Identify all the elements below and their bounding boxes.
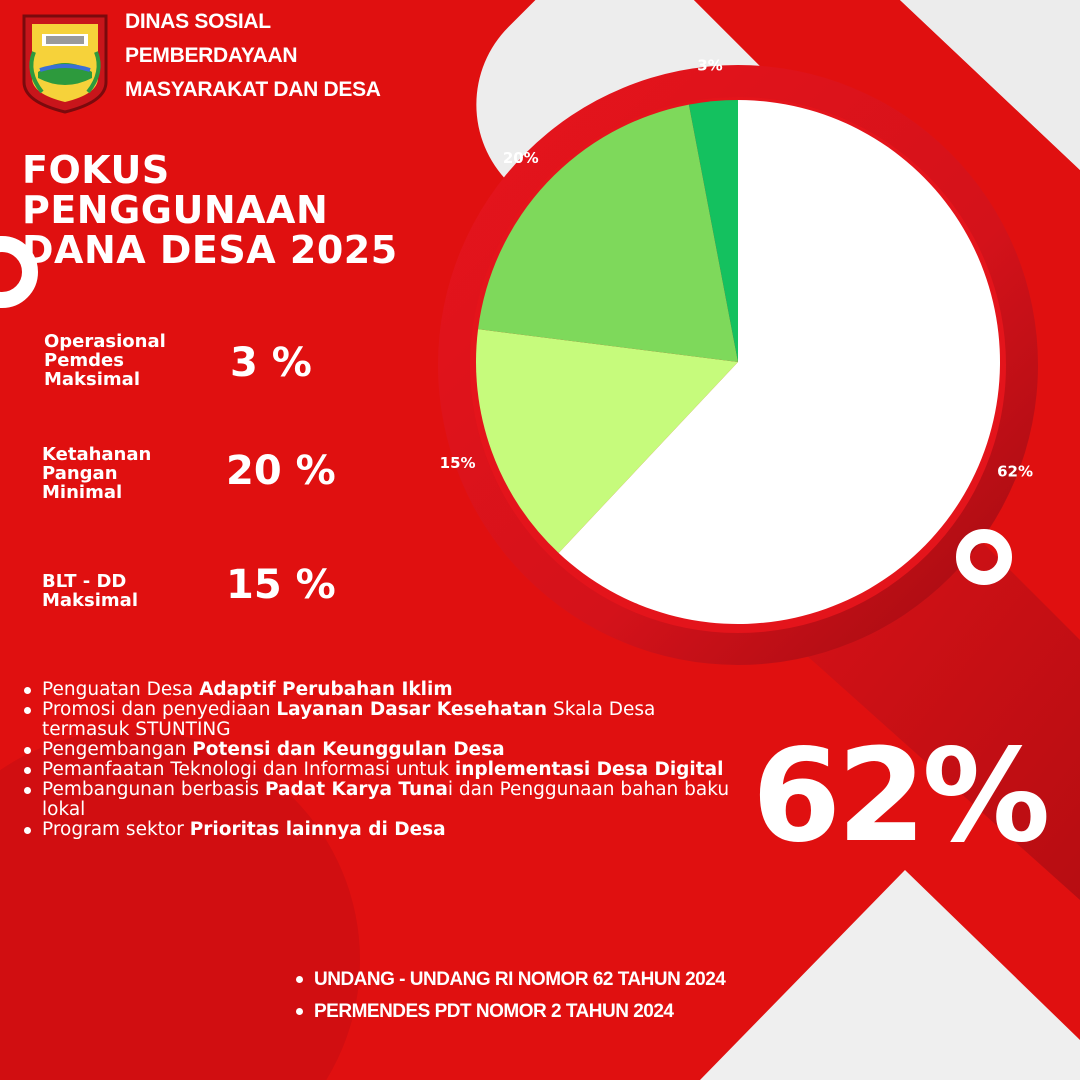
focus-list [20, 680, 740, 840]
focus-text-bold: Prioritas lainnya di Desa [189, 819, 446, 840]
focus-text: Program sektor [42, 819, 190, 840]
focus-item [20, 680, 740, 700]
reference-item: UNDANG - UNDANG RI NOMOR 62 TAHUN 2024 [292, 964, 725, 996]
pie-label-20: 20% [502, 149, 539, 168]
focus-text: Penguatan Desa [42, 679, 200, 700]
focus-text-bold: Adaptif Perubahan Iklim [199, 679, 453, 700]
page-title-line: PENGGUNAAN [22, 188, 329, 232]
stat-label-line: BLT - DD [42, 571, 127, 592]
stat-label-line: Ketahanan [42, 444, 152, 465]
stat-label-line: Pangan [42, 463, 118, 484]
focus-text: Pemanfaatan Teknologi dan Informasi untuk [42, 759, 455, 780]
stat-label-line: Maksimal [44, 369, 140, 390]
focus-text-bold: Potensi dan Keunggulan Desa [192, 739, 505, 760]
big-percentage: 62% [752, 722, 1047, 871]
stat-value-operasional: 3 % [230, 340, 312, 386]
references-list [292, 964, 725, 1028]
stat-value-ketahanan-pangan: 20 % [226, 448, 336, 494]
focus-text: i dan Penggunaan bahan baku lokal [42, 779, 730, 820]
stat-label-line: Pemdes [44, 350, 124, 371]
focus-text: Skala Desa termasuk STUNTING [42, 699, 656, 740]
pie-label-62: 62% [997, 462, 1034, 481]
stat-label-line: Maksimal [42, 590, 138, 611]
focus-item [20, 780, 740, 820]
page-title-line: DANA DESA 2025 [22, 228, 398, 272]
focus-text-bold: inplementasi Desa Digital [454, 759, 724, 780]
focus-text: Pembangunan berbasis [42, 779, 265, 800]
organization-line: PEMBERDAYAAN [125, 44, 298, 67]
organization-line: DINAS SOSIAL [125, 10, 271, 33]
stat-value-blt-dd: 15 % [226, 562, 336, 608]
focus-item [20, 820, 740, 840]
pie-label-3: 3% [697, 56, 723, 75]
focus-text-bold: Layanan Dasar Kesehatan [276, 699, 548, 720]
page-title-line: FOKUS [22, 148, 170, 192]
focus-item [20, 740, 740, 760]
organization-line: MASYARAKAT DAN DESA [125, 78, 381, 101]
pie-label-15: 15% [439, 453, 476, 472]
stat-label-line: Minimal [42, 482, 123, 503]
focus-text: Pengembangan [42, 739, 193, 760]
focus-text-bold: Padat Karya Tuna [264, 779, 448, 800]
pie-slices [476, 100, 1000, 624]
reference-item: PERMENDES PDT NOMOR 2 TAHUN 2024 [292, 996, 725, 1028]
focus-text: Promosi dan penyediaan [42, 699, 277, 720]
focus-item [20, 760, 740, 780]
focus-item [20, 700, 740, 740]
stat-label-line: Operasional [44, 331, 166, 352]
